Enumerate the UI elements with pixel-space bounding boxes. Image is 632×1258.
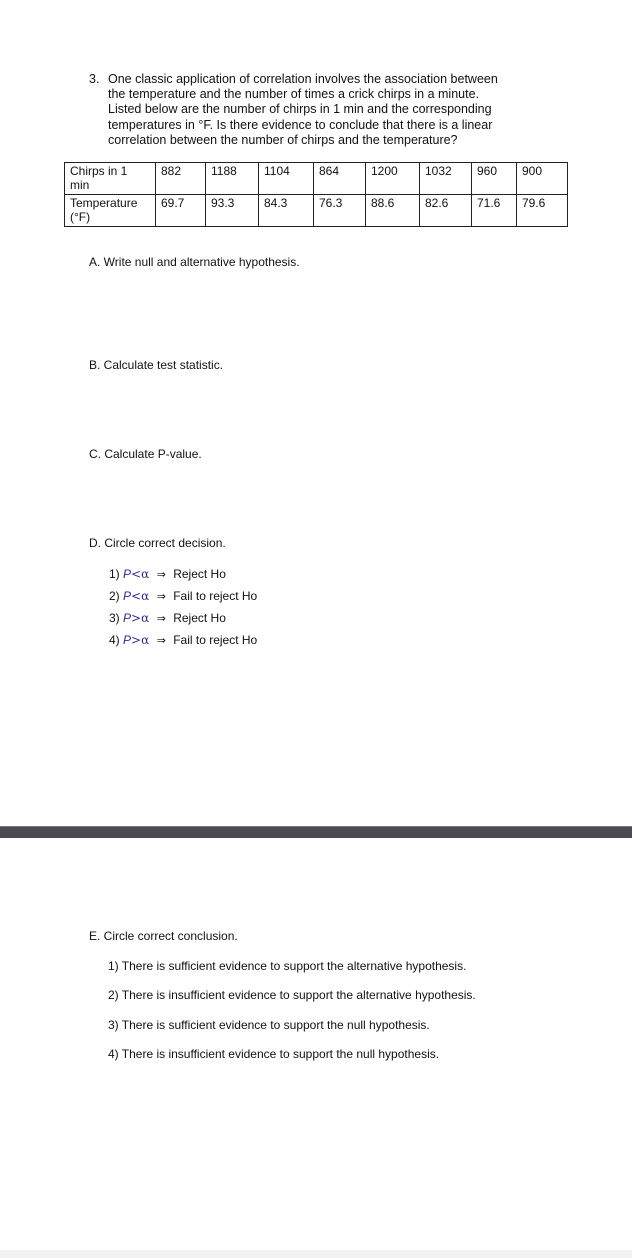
- table-row-chirps: [65, 163, 568, 195]
- part-b-heading: B. Calculate test statistic.: [89, 358, 224, 372]
- table-cell: 69.7: [156, 195, 206, 227]
- question-line: the temperature and the number of times a crick chirps in a minute.: [108, 87, 480, 102]
- implies-arrow-icon: ⇒: [156, 568, 166, 581]
- table-cell: 71.6: [472, 195, 517, 227]
- conclusion-option-4[interactable]: 4) There is insufficient evidence to support the null hypothesis.: [108, 1047, 440, 1061]
- row-header-temperature: [65, 195, 156, 227]
- part-e-heading: E. Circle correct conclusion.: [89, 929, 238, 943]
- question-text: [108, 72, 548, 148]
- comparison-symbol: >: [131, 611, 142, 625]
- p-symbol: P: [123, 633, 132, 647]
- p-symbol: P: [123, 611, 132, 625]
- decision-result: Fail to reject Ho: [173, 589, 258, 603]
- data-table: [64, 162, 568, 227]
- row-header-line: Chirps in 1: [70, 164, 128, 178]
- part-a-heading: A. Write null and alternative hypothesis.: [89, 255, 300, 269]
- comparison-symbol: <: [131, 567, 142, 581]
- page-bottom-edge: [0, 1250, 632, 1258]
- p-symbol: P: [123, 567, 132, 581]
- implies-arrow-icon: ⇒: [156, 612, 166, 625]
- option-number: 3): [109, 611, 120, 625]
- alpha-symbol: α: [141, 633, 150, 647]
- table-cell: 882: [156, 163, 206, 195]
- table-cell: 79.6: [517, 195, 568, 227]
- decision-option-4[interactable]: [109, 633, 257, 647]
- implies-arrow-icon: ⇒: [156, 590, 166, 603]
- question-line: One classic application of correlation involves the association between: [108, 72, 498, 86]
- row-header-line: (°F): [70, 210, 91, 224]
- decision-result: Fail to reject Ho: [173, 633, 258, 647]
- part-d-heading: D. Circle correct decision.: [89, 536, 226, 550]
- table-cell: 864: [314, 163, 366, 195]
- table-cell: 93.3: [206, 195, 259, 227]
- alpha-symbol: α: [141, 589, 150, 603]
- alpha-symbol: α: [141, 567, 150, 581]
- table-cell: 1188: [206, 163, 259, 195]
- table-row-temperature: [65, 195, 568, 227]
- conclusion-option-2[interactable]: 2) There is insufficient evidence to support the alternative hypothesis.: [108, 988, 476, 1002]
- row-header-chirps: [65, 163, 156, 195]
- option-number: 2): [109, 589, 120, 603]
- option-number: 1): [109, 567, 120, 581]
- table-cell: 900: [517, 163, 568, 195]
- option-number: 4): [109, 633, 120, 647]
- decision-option-2[interactable]: [109, 589, 257, 603]
- question-line: Listed below are the number of chirps in 1 min and the corresponding: [108, 102, 492, 117]
- table-cell: 82.6: [420, 195, 472, 227]
- table-cell: 1032: [420, 163, 472, 195]
- document-page-2: [0, 838, 632, 1258]
- conclusion-option-3[interactable]: 3) There is sufficient evidence to support the null hypothesis.: [108, 1018, 430, 1032]
- table-cell: 1104: [259, 163, 314, 195]
- table-cell: 960: [472, 163, 517, 195]
- decision-result: Reject Ho: [173, 611, 226, 625]
- question-number: 3.: [89, 72, 100, 86]
- table-cell: 88.6: [366, 195, 420, 227]
- question-line: correlation between the number of chirps and the temperature?: [108, 132, 458, 147]
- alpha-symbol: α: [141, 611, 150, 625]
- decision-option-1[interactable]: [109, 567, 226, 581]
- comparison-symbol: <: [131, 589, 142, 603]
- p-symbol: P: [123, 589, 132, 603]
- question-line: temperatures in °F. Is there evidence to conclude that there is a linear: [108, 117, 493, 132]
- decision-option-3[interactable]: [109, 611, 226, 625]
- conclusion-option-1[interactable]: 1) There is sufficient evidence to support the alternative hypothesis.: [108, 959, 467, 973]
- part-c-heading: C. Calculate P-value.: [89, 447, 202, 461]
- table-cell: 76.3: [314, 195, 366, 227]
- row-header-line: Temperature: [70, 196, 138, 210]
- implies-arrow-icon: ⇒: [156, 634, 166, 647]
- table-cell: 84.3: [259, 195, 314, 227]
- table-cell: 1200: [366, 163, 420, 195]
- row-header-line: min: [70, 178, 90, 192]
- decision-result: Reject Ho: [173, 567, 226, 581]
- comparison-symbol: >: [131, 633, 142, 647]
